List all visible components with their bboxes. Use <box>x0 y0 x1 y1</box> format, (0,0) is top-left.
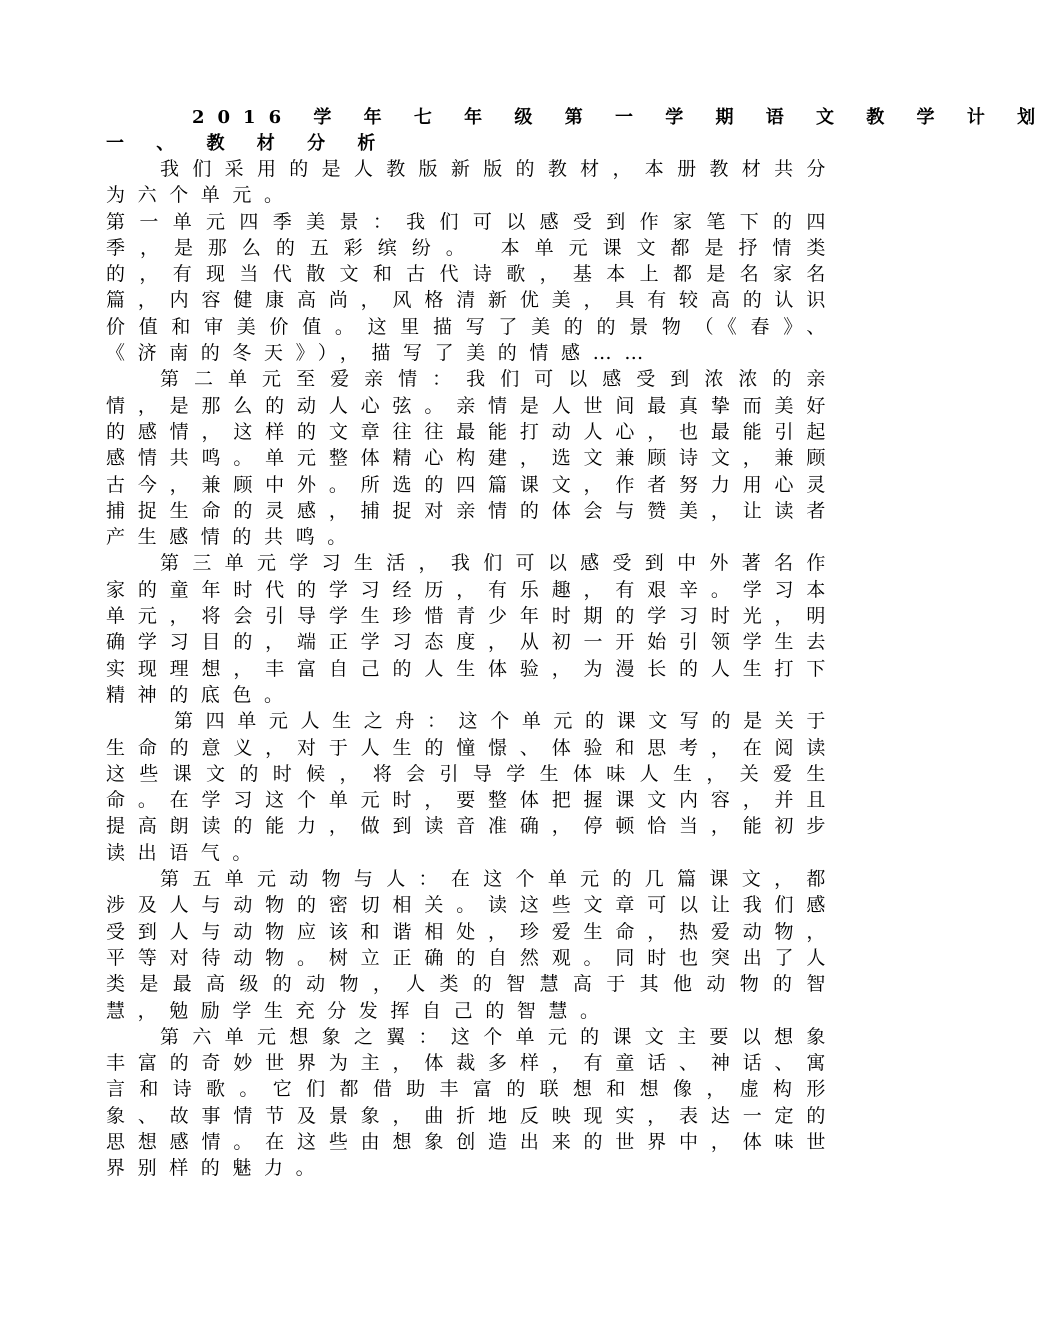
paragraph-unit-2: 第二单元至爱亲情：我们可以感受到浓浓的亲情，是那么的动人心弦。亲情是人世间最真挚而美好的感情，这样的文章往往最能打动人心，也最能引起感情共鸣。单元整体精心构建，选文兼顾诗文，兼顾古今，兼顾中外。所选的四篇课文，作者努力用心灵捕捉生命的灵感，捕捉对亲情的体会与赞美，让读者产生感情的共鸣。 <box>106 368 838 549</box>
paragraph-unit-6: 第六单元想象之翼：这个单元的课文主要以想象丰富的奇妙世界为主，体裁多样，有童话、神话、寓言和诗歌。它们都借助丰富的联想和想像，虚构形象、故事情节及景象，曲折地反映现实，表达一定的思想感情。在这些由想象创造出来的世界中，体味世界别样的魅力。 <box>106 1025 838 1180</box>
paragraph-unit-5: 第五单元动物与人：在这个单元的几篇课文，都涉及人与动物的密切相关。读这些文章可以让我们感受到人与动物应该和谐相处，珍爱生命，热爱动物，平等对待动物。树立正确的自然观。同时也突出了人类是最高级的动物，人类的智慧高于其他动物的智慧，勉励学生充分发挥自己的智慧。 <box>106 868 838 1022</box>
paragraph-intro: 我们采用的是人教版新版的教材，本册教材共分为六个单元。 <box>106 158 838 207</box>
paragraph-unit-4: 第四单元人生之舟：这个单元的课文写的是关于生命的意义，对于人生的憧憬、体验和思考，在阅读这些课文的时候，将会引导学生体味人生，关爱生命。在学习这个单元时，要整体把握课文内容，并且提高朗读的能力，做到读音准确，停顿恰当，能初步读出语气。 <box>106 710 838 864</box>
document-body <box>106 156 838 1182</box>
paragraph-unit-3: 第三单元学习生活，我们可以感受到中外著名作家的童年时代的学习经历，有乐趣，有艰辛。学习本单元，将会引导学生珍惜青少年时期的学习时光，明确学习目的，端正学习态度，从初一开始引领学生去实现理想，丰富自己的人生体验，为漫长的人生打下精神的底色。 <box>106 552 838 706</box>
document-title: 2016 学 年 七 年 级 第 一 学 期 语 文 教 学 计 划 <box>192 107 1048 128</box>
paragraph-unit-1: 第一单元四季美景：我们可以感受到作家笔下的四季，是那么的五彩缤纷。 本单元课文都是抒情类的，有现当代散文和古代诗歌，基本上都是名家名篇，内容健康高尚，风格清新优美，具有较高的认识价值和审美价值。这里描写了美的的景物（《春》、《济南的冬天》），描写了美的情感…… <box>106 210 838 365</box>
section-heading: 一 、 教 材 分 析 <box>106 133 389 154</box>
